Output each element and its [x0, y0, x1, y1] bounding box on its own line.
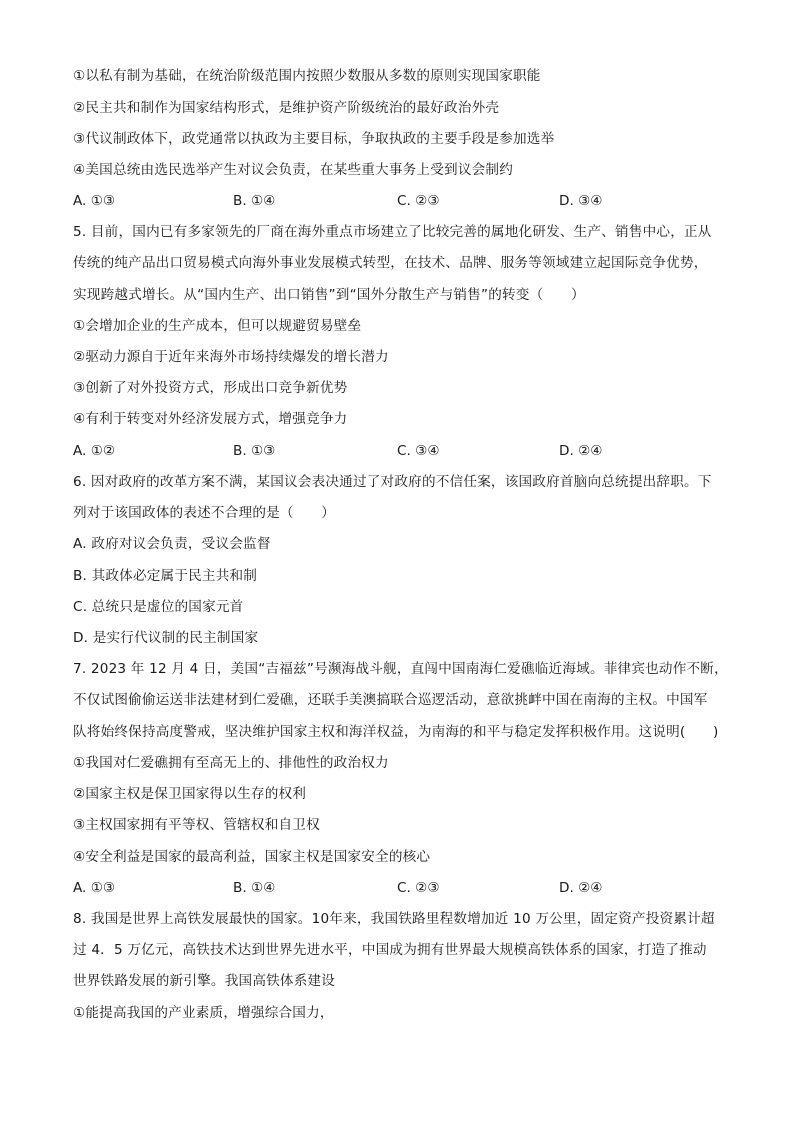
- q7-item-3: ③主权国家拥有平等权、管辖权和自卫权: [73, 817, 320, 833]
- q7-item-4: ④安全利益是国家的最高利益，国家主权是国家安全的核心: [73, 849, 431, 865]
- q4-item-4: ④美国总统由选民选举产生对议会负责，在某些重大事务上受到议会制约: [73, 162, 513, 178]
- q4-option-c: C. ②③: [397, 193, 440, 209]
- q6-choice-d: D. 是实行代议制的民主制国家: [73, 630, 259, 646]
- q7-option-c: C. ②③: [397, 880, 440, 896]
- q7-item-2: ②国家主权是保卫国家得以生存的权利: [73, 786, 307, 802]
- q7-option-b: B. ①④: [233, 880, 276, 896]
- q4-item-3: ③代议制政体下，政党通常以执政为主要目标，争取执政的主要手段是参加选举: [73, 131, 555, 147]
- q7-option-d: D. ②④: [559, 880, 603, 896]
- q4-option-b: B. ①④: [233, 193, 276, 209]
- q6-choice-a: A. 政府对议会负责，受议会监督: [73, 536, 271, 552]
- q6-choice-c: C. 总统只是虚位的国家元首: [73, 599, 244, 615]
- q7-stem-line-1: 7. 2023 年 12 月 4 日，美国“吉福兹”号濒海战斗舰，直闯中国南海仁爱礁临近海域。菲律宾也动作不断，: [73, 661, 728, 677]
- q4-options: [73, 192, 733, 210]
- q7-option-a: A. ①③: [73, 880, 116, 896]
- q5-options: [73, 442, 733, 460]
- q7-options: [73, 879, 733, 897]
- q4-item-2: ②民主共和制作为国家结构形式，是维护资产阶级统治的最好政治外壳: [73, 100, 500, 116]
- q4-option-a: A. ①③: [73, 193, 116, 209]
- q5-item-3: ③创新了对外投资方式，形成出口竞争新优势: [73, 380, 348, 396]
- q5-stem-line-3: 实现跨越式增长。从“国内生产、出口销售”到“国外分散生产与销售”的转变（ ）: [73, 287, 585, 303]
- q8-stem-line-3: 世界铁路发展的新引擎。我国高铁体系建设: [73, 973, 336, 989]
- q5-option-b: B. ①③: [233, 443, 276, 459]
- q7-stem-line-3: 队将始终保持高度警戒，坚决维护国家主权和海洋权益，为南海的和平与稳定发挥积极作用。这说明( ): [73, 724, 719, 740]
- q5-item-1: ①会增加企业的生产成本，但可以规避贸易壁垒: [73, 318, 362, 334]
- q6-stem-line-2: 列对于该国政体的表述不合理的是（ ）: [73, 505, 336, 521]
- q6-stem-line-1: 6. 因对政府的改革方案不满，某国议会表决通过了对政府的不信任案，该国政府首脑向总统提出辞职。下: [73, 474, 712, 490]
- q5-option-a: A. ①②: [73, 443, 116, 459]
- q8-item-1: ①能提高我国的产业素质，增强综合国力，: [73, 1005, 334, 1021]
- q6-choice-b: B. 其政体必定属于民主共和制: [73, 568, 258, 584]
- q5-option-c: C. ③④: [397, 443, 440, 459]
- q8-stem-line-1: 8. 我国是世界上高铁发展最快的国家。10年来，我国铁路里程数增加近 10 万公里，固定资产投资累计超: [73, 911, 715, 927]
- q5-stem-line-2: 传统的纯产品出口贸易模式向海外事业发展模式转型，在技术、品牌、服务等领域建立起国际竞争优势，: [73, 255, 708, 271]
- q5-item-2: ②驱动力源自于近年来海外市场持续爆发的增长潜力: [73, 349, 389, 365]
- q4-item-1: ①以私有制为基础，在统治阶级范围内按照少数服从多数的原则实现国家职能: [73, 68, 541, 84]
- q5-item-4: ④有利于转变对外经济发展方式，增强竞争力: [73, 411, 348, 427]
- q7-item-1: ①我国对仁爱礁拥有至高无上的、排他性的政治权力: [73, 755, 389, 771]
- q8-stem-line-2: 过 4．5 万亿元，高铁技术达到世界先进水平，中国成为拥有世界最大规模高铁体系的国家，打造了推动: [73, 942, 707, 958]
- q5-stem-line-1: 5. 目前，国内已有多家领先的厂商在海外重点市场建立了比较完善的属地化研发、生产、销售中心，正从: [73, 224, 712, 240]
- q4-option-d: D. ③④: [559, 193, 603, 209]
- q5-option-d: D. ②④: [559, 443, 603, 459]
- q7-stem-line-2: 不仅试图偷偷运送非法建材到仁爱礁，还联手美澳搞联合巡逻活动，意欲挑衅中国在南海的主权。中国军: [73, 692, 708, 708]
